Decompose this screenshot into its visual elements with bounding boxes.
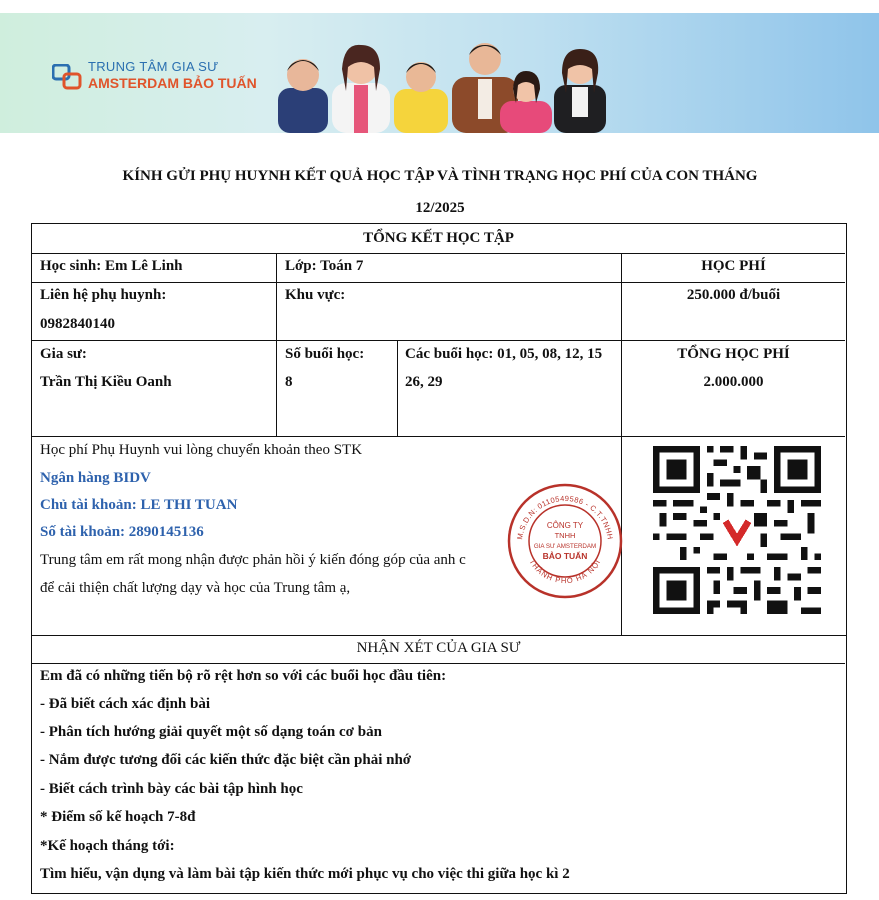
banner-people-photo bbox=[270, 33, 610, 133]
svg-text:THÀNH PHỐ HÀ NỘI bbox=[527, 558, 602, 586]
session-dates-line-1: Các buổi học: 01, 05, 08, 12, 15 bbox=[405, 346, 603, 362]
comment-line: - Biết cách trình bày các bài tập hình học bbox=[40, 781, 303, 797]
fee-per-session: 250.000 đ/buổi bbox=[686, 287, 781, 303]
comment-line: Em đã có những tiến bộ rõ rệt hơn so với các buổi học đầu tiên: bbox=[40, 668, 447, 684]
account-holder: Chủ tài khoản: LE THI TUAN bbox=[40, 497, 238, 513]
comment-line: - Nắm được tương đối các kiến thức đặc biệt cần phải nhớ bbox=[40, 752, 412, 768]
comment-line: Tìm hiểu, vận dụng và làm bài tập kiến thức mới phục vụ cho việc thi giữa học kì 2 bbox=[40, 866, 570, 882]
comment-line: - Đã biết cách xác định bài bbox=[40, 696, 211, 712]
stamp-bottom-text: THÀNH PHỐ HÀ NỘI bbox=[527, 557, 603, 586]
comment-line: - Phân tích hướng giải quyết một số dạng toán cơ bản bbox=[40, 724, 382, 740]
parent-contact-label: Liên hệ phụ huynh: bbox=[40, 287, 167, 303]
feedback-line-1: Trung tâm em rất mong nhận được phản hồi ý kiến đóng góp của anh c bbox=[40, 552, 466, 568]
logo-line-2: AMSTERDAM BẢO TUẤN bbox=[88, 75, 257, 91]
payment-instruction: Học phí Phụ Huynh vui lòng chuyển khoản theo STK bbox=[40, 442, 363, 458]
area-label: Khu vực: bbox=[285, 287, 346, 303]
session-dates-line-2: 26, 29 bbox=[405, 374, 443, 390]
logo-mark-icon bbox=[52, 64, 82, 90]
stamp-line-4: BẢO TUẤN bbox=[542, 551, 588, 561]
class-name: Lớp: Toán 7 bbox=[285, 258, 364, 274]
tutor-label: Gia sư: bbox=[40, 346, 87, 362]
stamp-line-1: CÔNG TY bbox=[546, 521, 584, 530]
comment-line: * Điểm số kế hoạch 7-8đ bbox=[40, 809, 196, 825]
total-fee-value: 2.000.000 bbox=[703, 374, 764, 390]
feedback-line-2: để cải thiện chất lượng dạy và học của Trung tâm ạ, bbox=[40, 580, 351, 596]
report-title-line-2: 12/2025 bbox=[415, 200, 465, 216]
header-banner bbox=[0, 13, 879, 133]
sessions-count: 8 bbox=[285, 374, 293, 390]
stamp-ring-text: M.S.D.N: 0110549586 - C.T.TNHH bbox=[515, 493, 615, 541]
report-title bbox=[60, 160, 820, 224]
bank-name: Ngân hàng BIDV bbox=[40, 470, 151, 486]
comment-line: *Kế hoạch tháng tới: bbox=[40, 838, 175, 854]
tutor-name: Trần Thị Kiều Oanh bbox=[40, 374, 172, 390]
account-number: Số tài khoản: 2890145136 bbox=[40, 524, 204, 540]
sessions-label: Số buổi học: bbox=[285, 346, 365, 362]
student-name: Học sinh: Em Lê Linh bbox=[40, 258, 183, 274]
parent-phone: 0982840140 bbox=[40, 316, 115, 332]
logo-line-1: TRUNG TÂM GIA SƯ bbox=[88, 59, 219, 74]
tutor-comments-table bbox=[31, 636, 847, 894]
total-fee-label: TỔNG HỌC PHÍ bbox=[677, 346, 790, 362]
report-title-line-1: KÍNH GỬI PHỤ HUYNH KẾT QUẢ HỌC TẬP VÀ TÌNH TRẠNG HỌC PHÍ CỦA CON THÁNG bbox=[122, 168, 758, 184]
stamp-line-3: GIA SƯ AMSTERDAM bbox=[533, 543, 597, 550]
comments-header: NHẬN XÉT CỦA GIA SƯ bbox=[356, 640, 521, 656]
payment-qr-code-icon bbox=[653, 444, 821, 616]
summary-table bbox=[31, 223, 847, 636]
fee-header: HỌC PHÍ bbox=[701, 258, 766, 274]
summary-header: TỔNG KẾT HỌC TẬP bbox=[363, 230, 514, 246]
company-stamp-seal bbox=[506, 482, 624, 600]
stamp-line-2: TNHH bbox=[554, 531, 576, 540]
